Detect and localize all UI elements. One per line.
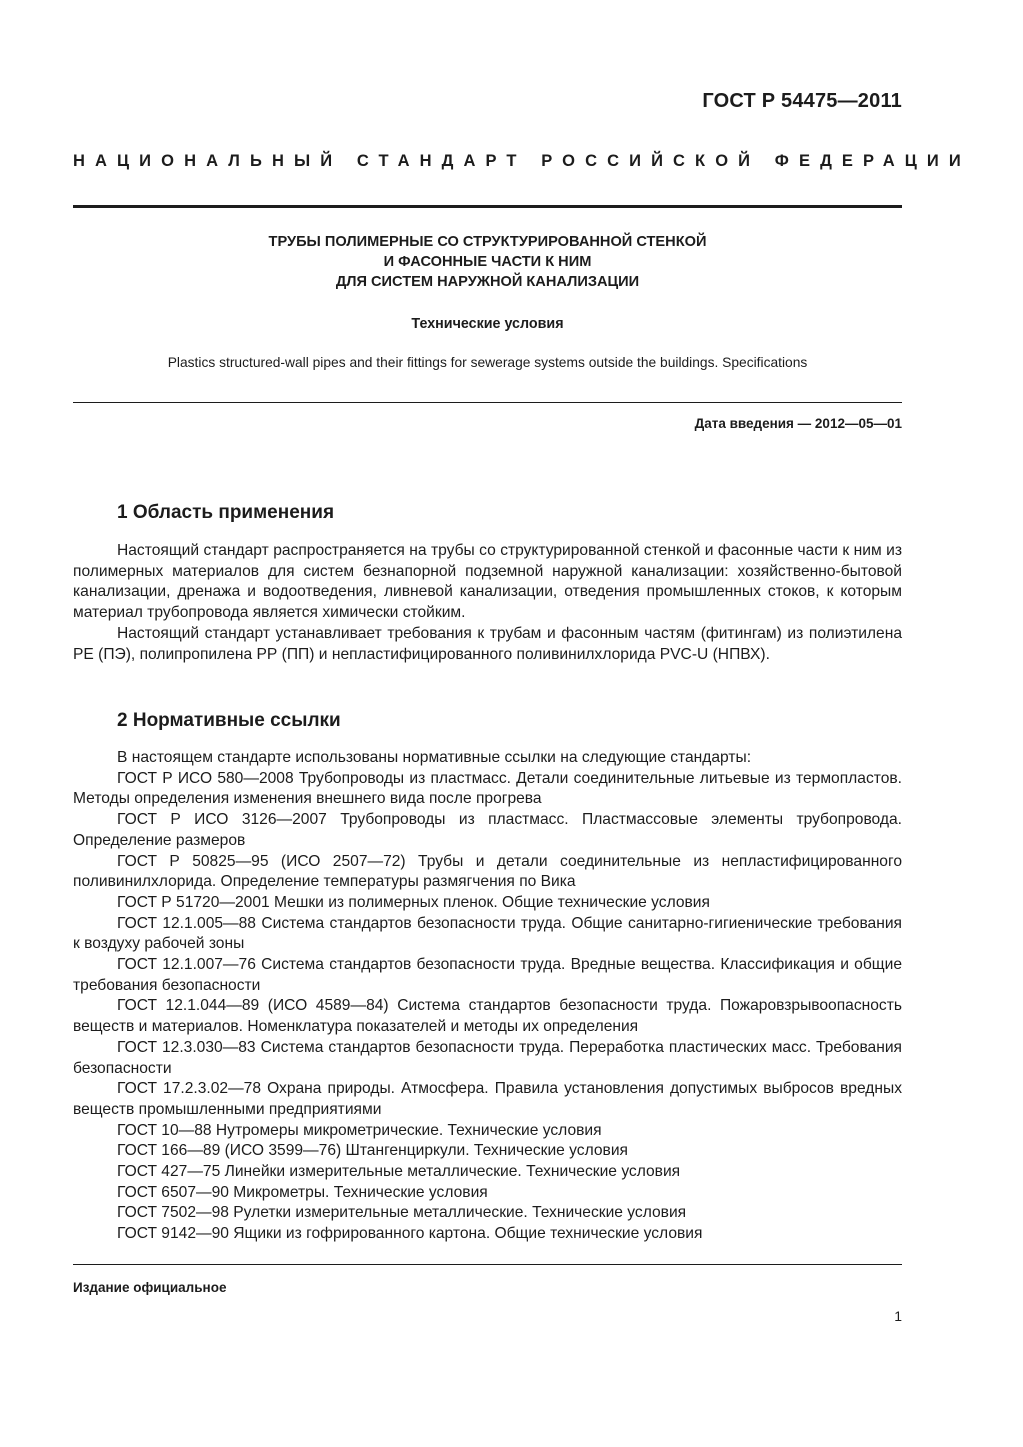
paragraph: В настоящем стандарте использованы нормативные ссылки на следующие стандарты:	[117, 749, 752, 766]
official-edition-label: Издание официальное	[73, 1280, 227, 1295]
reference-item: ГОСТ Р 51720—2001 Мешки из полимерных пленок. Общие технические условия	[117, 893, 710, 911]
reference-item: ГОСТ 12.3.030—83 Система стандартов безопасности труда. Переработка пластических масс. Требования безопасности	[73, 1038, 902, 1077]
reference-item: ГОСТ 10—88 Нутромеры микрометрические. Технические условия	[117, 1121, 602, 1139]
page-number: 1	[894, 1308, 902, 1324]
footer-divider	[73, 1264, 902, 1265]
reference-item: ГОСТ 12.1.044—89 (ИСО 4589—84) Система стандартов безопасности труда. Пожаровзрывоопасность веществ и материалов. Номенклатура показателей и методы их определения	[73, 997, 902, 1036]
reference-item: ГОСТ 6507—90 Микрометры. Технические условия	[117, 1183, 488, 1201]
reference-item: ГОСТ 17.2.3.02—78 Охрана природы. Атмосфера. Правила установления допустимых выбросов вредных веществ промышленными предприятиями	[73, 1080, 902, 1118]
section-heading: 2 Нормативные ссылки	[117, 710, 341, 731]
document-page	[73, 0, 971, 1447]
reference-item: ГОСТ 9142—90 Ящики из гофрированного картона. Общие технические условия	[117, 1225, 703, 1243]
document-code: ГОСТ Р 54475—2011	[702, 90, 902, 112]
reference-item: ГОСТ 166—89 (ИСО 3599—76) Штангенциркули. Технические условия	[117, 1142, 628, 1160]
reference-item: ГОСТ Р ИСО 580—2008 Трубопроводы из пластмасс. Детали соединительные литьевые из термопластов. Методы определения изменения внешнего вида после прогрева	[73, 769, 902, 808]
reference-item: ГОСТ 427—75 Линейки измерительные металлические. Технические условия	[117, 1163, 681, 1181]
title-line: ДЛЯ СИСТЕМ НАРУЖНОЙ КАНАЛИЗАЦИИ	[335, 274, 640, 290]
reference-item: ГОСТ 12.1.007—76 Система стандартов безопасности труда. Вредные вещества. Классификация и общие требования безопасности	[73, 956, 902, 994]
national-standard-banner: НАЦИОНАЛЬНЫЙ СТАНДАРТ РОССИЙСКОЙ ФЕДЕРАЦИИ	[73, 152, 971, 170]
title-line: ТРУБЫ ПОЛИМЕРНЫЕ СО СТРУКТУРИРОВАННОЙ СТЕНКОЙ	[268, 234, 707, 250]
section-body	[73, 541, 902, 665]
title-divider	[73, 402, 902, 403]
section-heading: 1 Область применения	[117, 502, 335, 523]
references-list	[73, 748, 902, 1245]
paragraph: Настоящий стандарт распространяется на трубы со структурированной стенкой и фасонные части к ним из полимерных материалов для систем безнапорной подземной наружной канализации: хозяйственно-бытовой канализации, дренажа и водоотведения, ливневой канализации, отведения промышленных стоков, к которым материал трубопровода является химически стойким.	[73, 542, 902, 622]
reference-item: ГОСТ Р ИСО 3126—2007 Трубопроводы из пластмасс. Пластмассовые элементы трубопровода. Определение размеров	[73, 811, 902, 849]
title-line: И ФАСОННЫЕ ЧАСТИ К НИМ	[383, 254, 592, 270]
introduction-date: Дата введения — 2012—05—01	[694, 416, 902, 431]
document-title	[73, 232, 902, 292]
header-divider	[73, 205, 902, 208]
reference-item: ГОСТ 12.1.005—88 Система стандартов безопасности труда. Общие санитарно-гигиенические требования к воздуху рабочей зоны	[73, 914, 902, 953]
reference-item: ГОСТ 7502—98 Рулетки измерительные металлические. Технические условия	[117, 1204, 687, 1222]
document-subtitle: Технические условия	[411, 316, 564, 332]
reference-item: ГОСТ Р 50825—95 (ИСО 2507—72) Трубы и детали соединительные из непластифицированного поливинилхлорида. Определение температуры размягчения по Вика	[73, 852, 902, 891]
english-title: Plastics structured-wall pipes and their fittings for sewerage systems outside the buildings. Specifications	[167, 355, 808, 370]
paragraph: Настоящий стандарт устанавливает требования к трубам и фасонным частям (фитингам) из полиэтилена РЕ (ПЭ), полипропилена РР (ПП) и непластифицированного поливинилхлорида PVC-U (НПВХ).	[73, 624, 902, 663]
